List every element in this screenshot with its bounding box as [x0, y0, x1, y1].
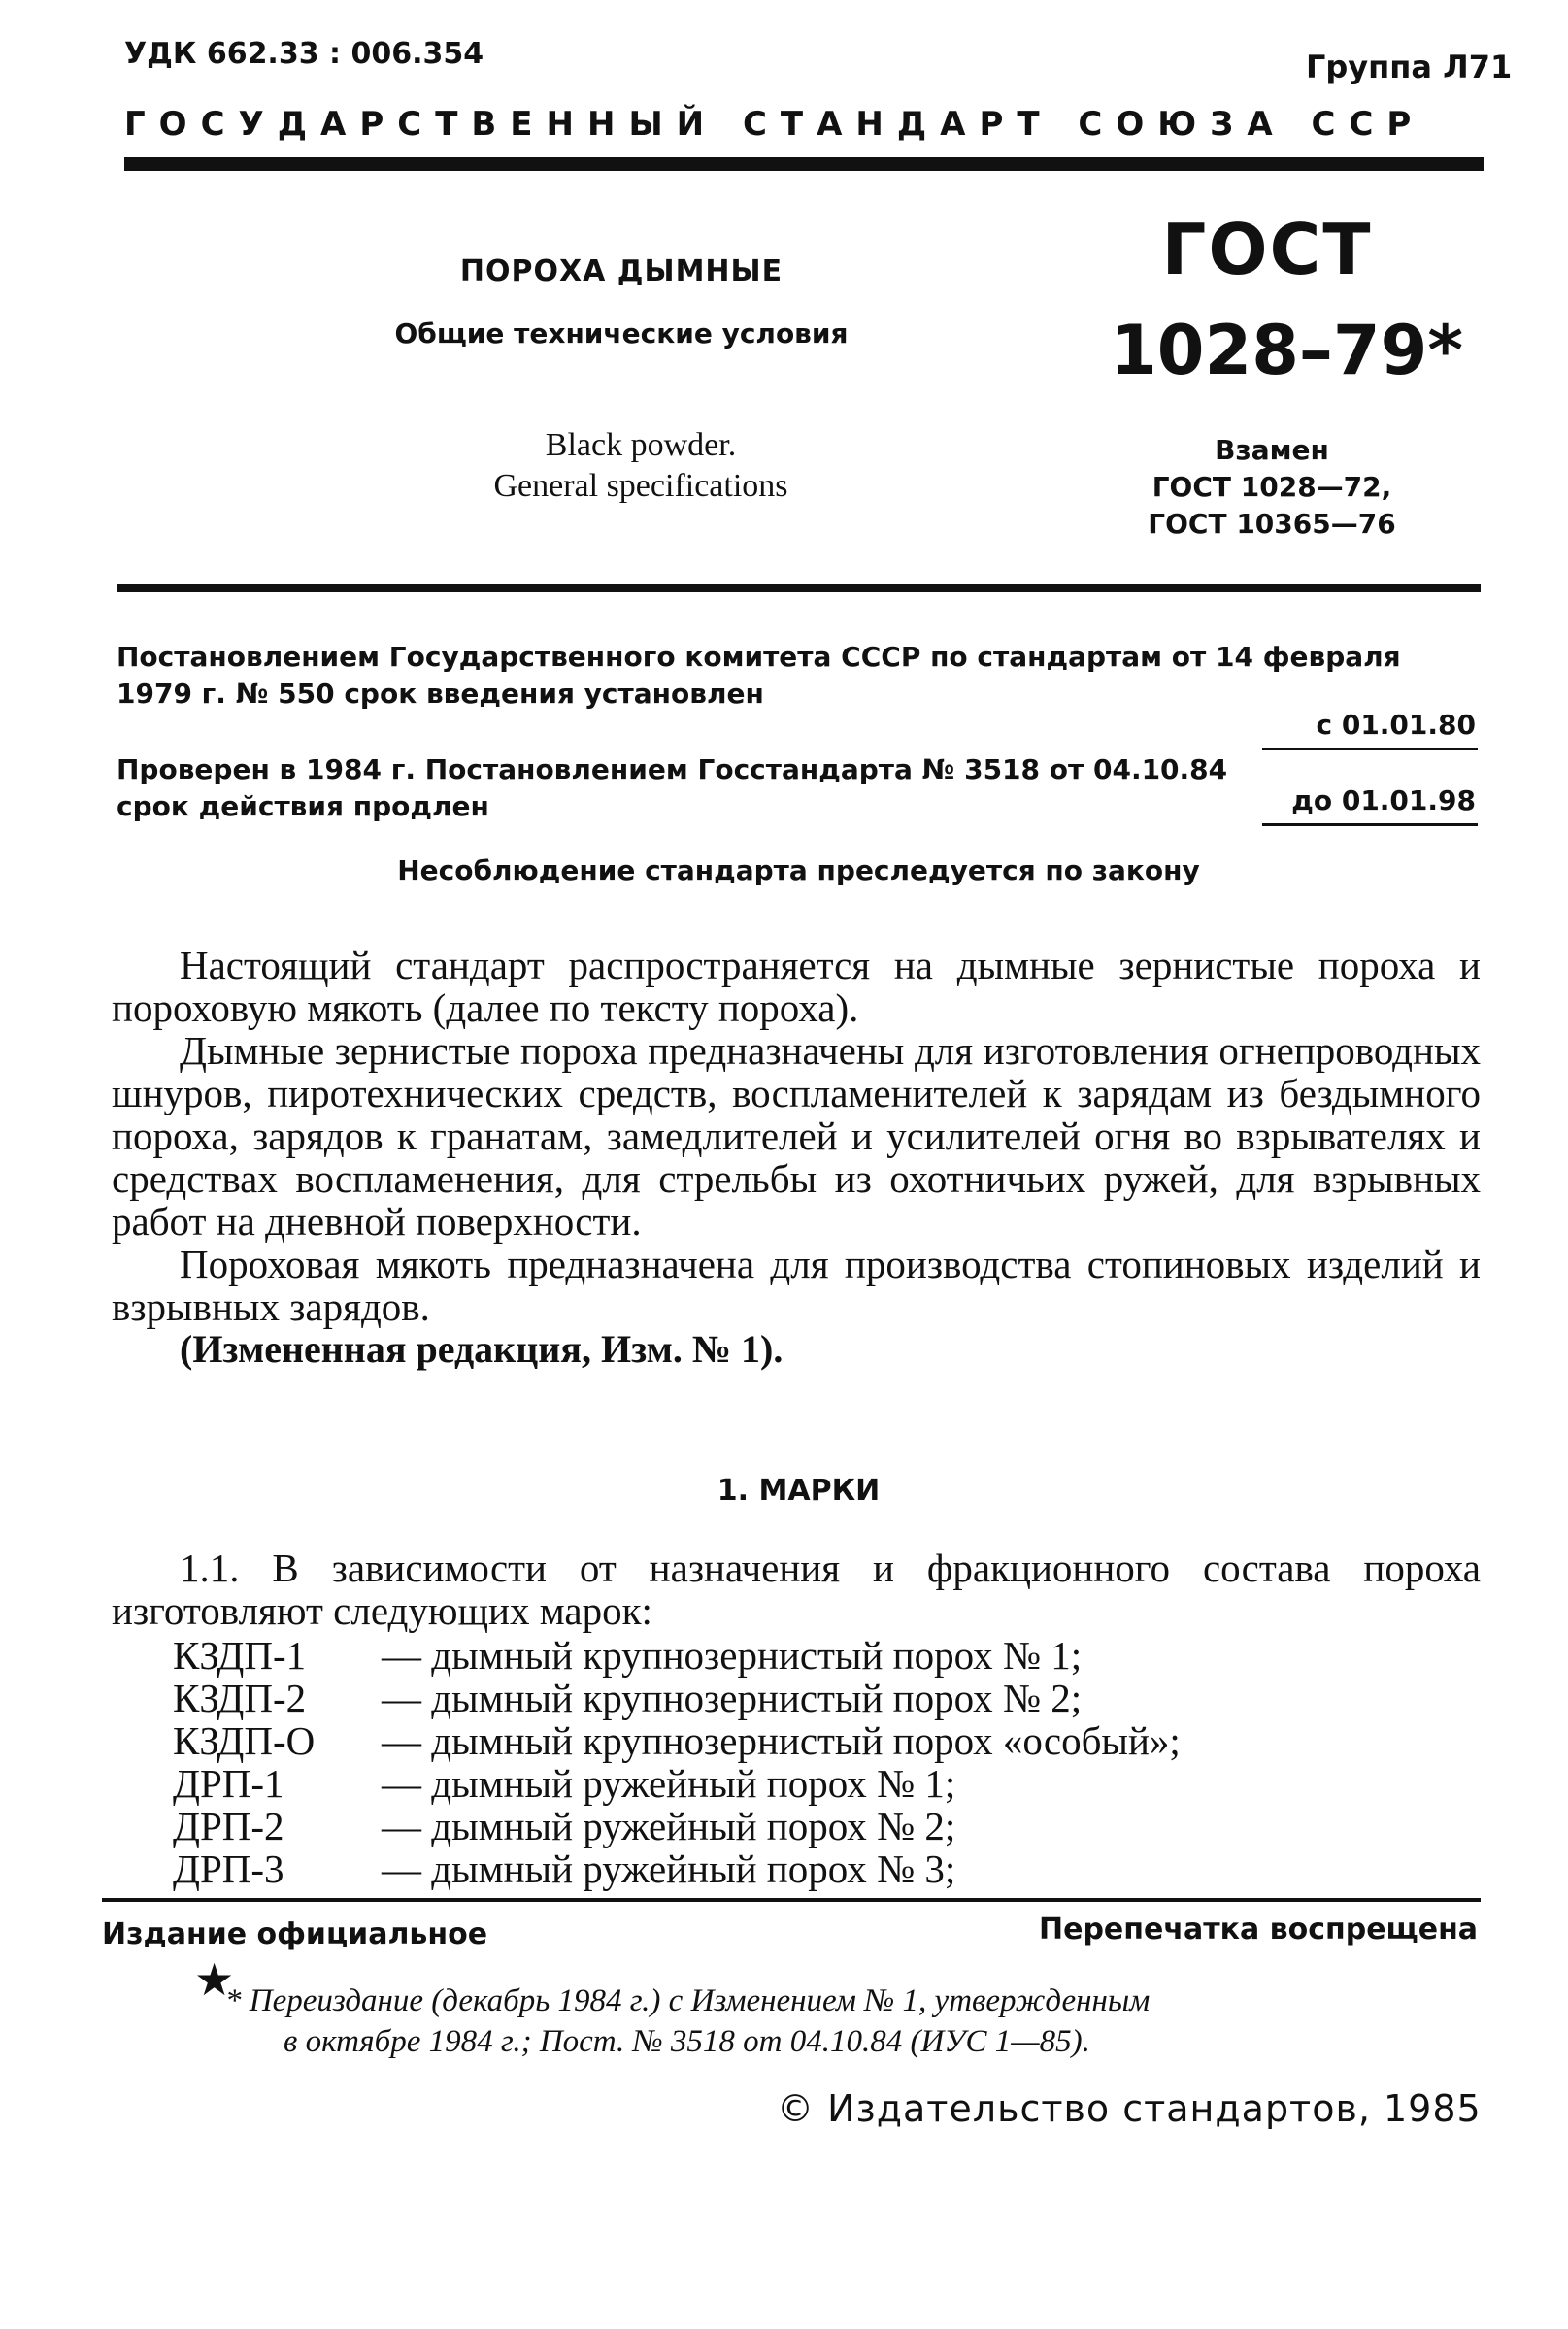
section-intro: 1.1. В зависимости от назначения и фракционного состава пороха изготовляют следующих марок:: [112, 1546, 1481, 1633]
english-title-line-1: Black powder.: [545, 427, 737, 463]
decree-text: Постановлением Государственного комитета СССР по стандартам от 14 февраля 1979 г. № 550 срок введения установлен: [117, 641, 1401, 710]
amendment-note: (Измененная редакция, Изм. № 1).: [180, 1327, 784, 1371]
mark-description: — дымный крупнозернистый порох «особый»;: [382, 1718, 1181, 1763]
section-title: 1. МАРКИ: [717, 1474, 881, 1508]
mark-description: — дымный ружейный порох № 2;: [382, 1804, 956, 1848]
reprint-prohibited: Перепечатка воспрещена: [1039, 1913, 1479, 1946]
replaces-item-1: ГОСТ 1028—72,: [1151, 471, 1392, 503]
udk-code: УДК 662.33 : 006.354: [124, 37, 484, 71]
mark-code: КЗДП-О: [173, 1718, 316, 1763]
mark-row: [173, 1762, 1181, 1805]
english-title: [369, 425, 913, 507]
mark-code: ДРП-3: [173, 1847, 284, 1891]
date-from: с 01.01.80: [1316, 709, 1476, 741]
mark-row: [173, 1634, 1181, 1677]
mark-row: [173, 1677, 1181, 1719]
mark-description: — дымный крупнозернистый порох № 2;: [382, 1676, 1083, 1720]
replaces-item-2: ГОСТ 10365—76: [1148, 508, 1396, 540]
mark-code: КЗДП-1: [173, 1633, 307, 1678]
mark-description: — дымный крупнозернистый порох № 1;: [382, 1633, 1083, 1678]
reprint-note-line-1: * Переиздание (декабрь 1984 г.) с Изменением № 1, утвержденным: [225, 1983, 1151, 2018]
replaces-block: [1117, 432, 1427, 543]
official-edition: Издание официальное: [102, 1917, 488, 1951]
mark-code: ДРП-2: [173, 1804, 284, 1848]
paragraph-purpose: Дымные зернистые пороха предназначены для изготовления огнепроводных шнуров, пиротехнических средств, воспламенителей к зарядам из бездымного пороха, зарядов к гранатам, замедлителей и усилителей огня во взрывателях и средствах воспламенения, для стрельбы из охотничьих ружей, для взрывных работ на дневной поверхности.: [112, 1028, 1481, 1244]
replaces-label: Взамен: [1215, 434, 1329, 466]
star-icon: ★: [194, 1955, 235, 2005]
document-title: ПОРОХА ДЫМНЫЕ: [459, 254, 784, 288]
document-subtitle: Общие технические условия: [394, 317, 849, 349]
header-rule: [124, 157, 1484, 171]
mark-code: КЗДП-2: [173, 1676, 307, 1720]
mark-row: [173, 1719, 1181, 1762]
standard-banner: ГОСУДАРСТВЕННЫЙ СТАНДАРТ СОЮЗА ССР: [124, 105, 1425, 144]
date-until: до 01.01.98: [1291, 784, 1476, 816]
paragraph-scope: Настоящий стандарт распространяется на дымные зернистые пороха и пороховую мякоть (далее по тексту пороха).: [112, 943, 1481, 1030]
footer-rule: [102, 1898, 1481, 1902]
mark-code: ДРП-1: [173, 1761, 284, 1806]
checked-text: Проверен в 1984 г. Постановлением Госстандарта № 3518 от 04.10.84 срок действия продлен: [117, 753, 1228, 822]
body-text: [112, 944, 1481, 1371]
mark-description: — дымный ружейный порох № 1;: [382, 1761, 956, 1806]
paragraph-mealed-powder: Пороховая мякоть предназначена для производства стопиновых изделий и взрывных зарядов.: [112, 1242, 1481, 1329]
mark-row: [173, 1805, 1181, 1847]
reprint-note-line-2: в октябре 1984 г.; Пост. № 3518 от 04.10.84 (ИУС 1—85).: [284, 2024, 1090, 2059]
gost-label: ГОСТ: [1161, 209, 1373, 290]
legal-warning: Несоблюдение стандарта преследуется по закону: [397, 854, 1200, 886]
group-code: Группа Л71: [1306, 49, 1513, 85]
reprint-note: [225, 1980, 1150, 2062]
gost-number: 1028–79*: [1110, 311, 1463, 390]
date-until-rule: [1262, 823, 1478, 826]
marks-list: [173, 1634, 1181, 1890]
date-from-rule: [1262, 748, 1478, 750]
copyright: © Издательство стандартов, 1985: [777, 2087, 1482, 2130]
title-rule: [117, 584, 1481, 592]
mark-row: [173, 1847, 1181, 1890]
english-title-line-2: General specifications: [493, 468, 788, 504]
mark-description: — дымный ружейный порох № 3;: [382, 1847, 956, 1891]
